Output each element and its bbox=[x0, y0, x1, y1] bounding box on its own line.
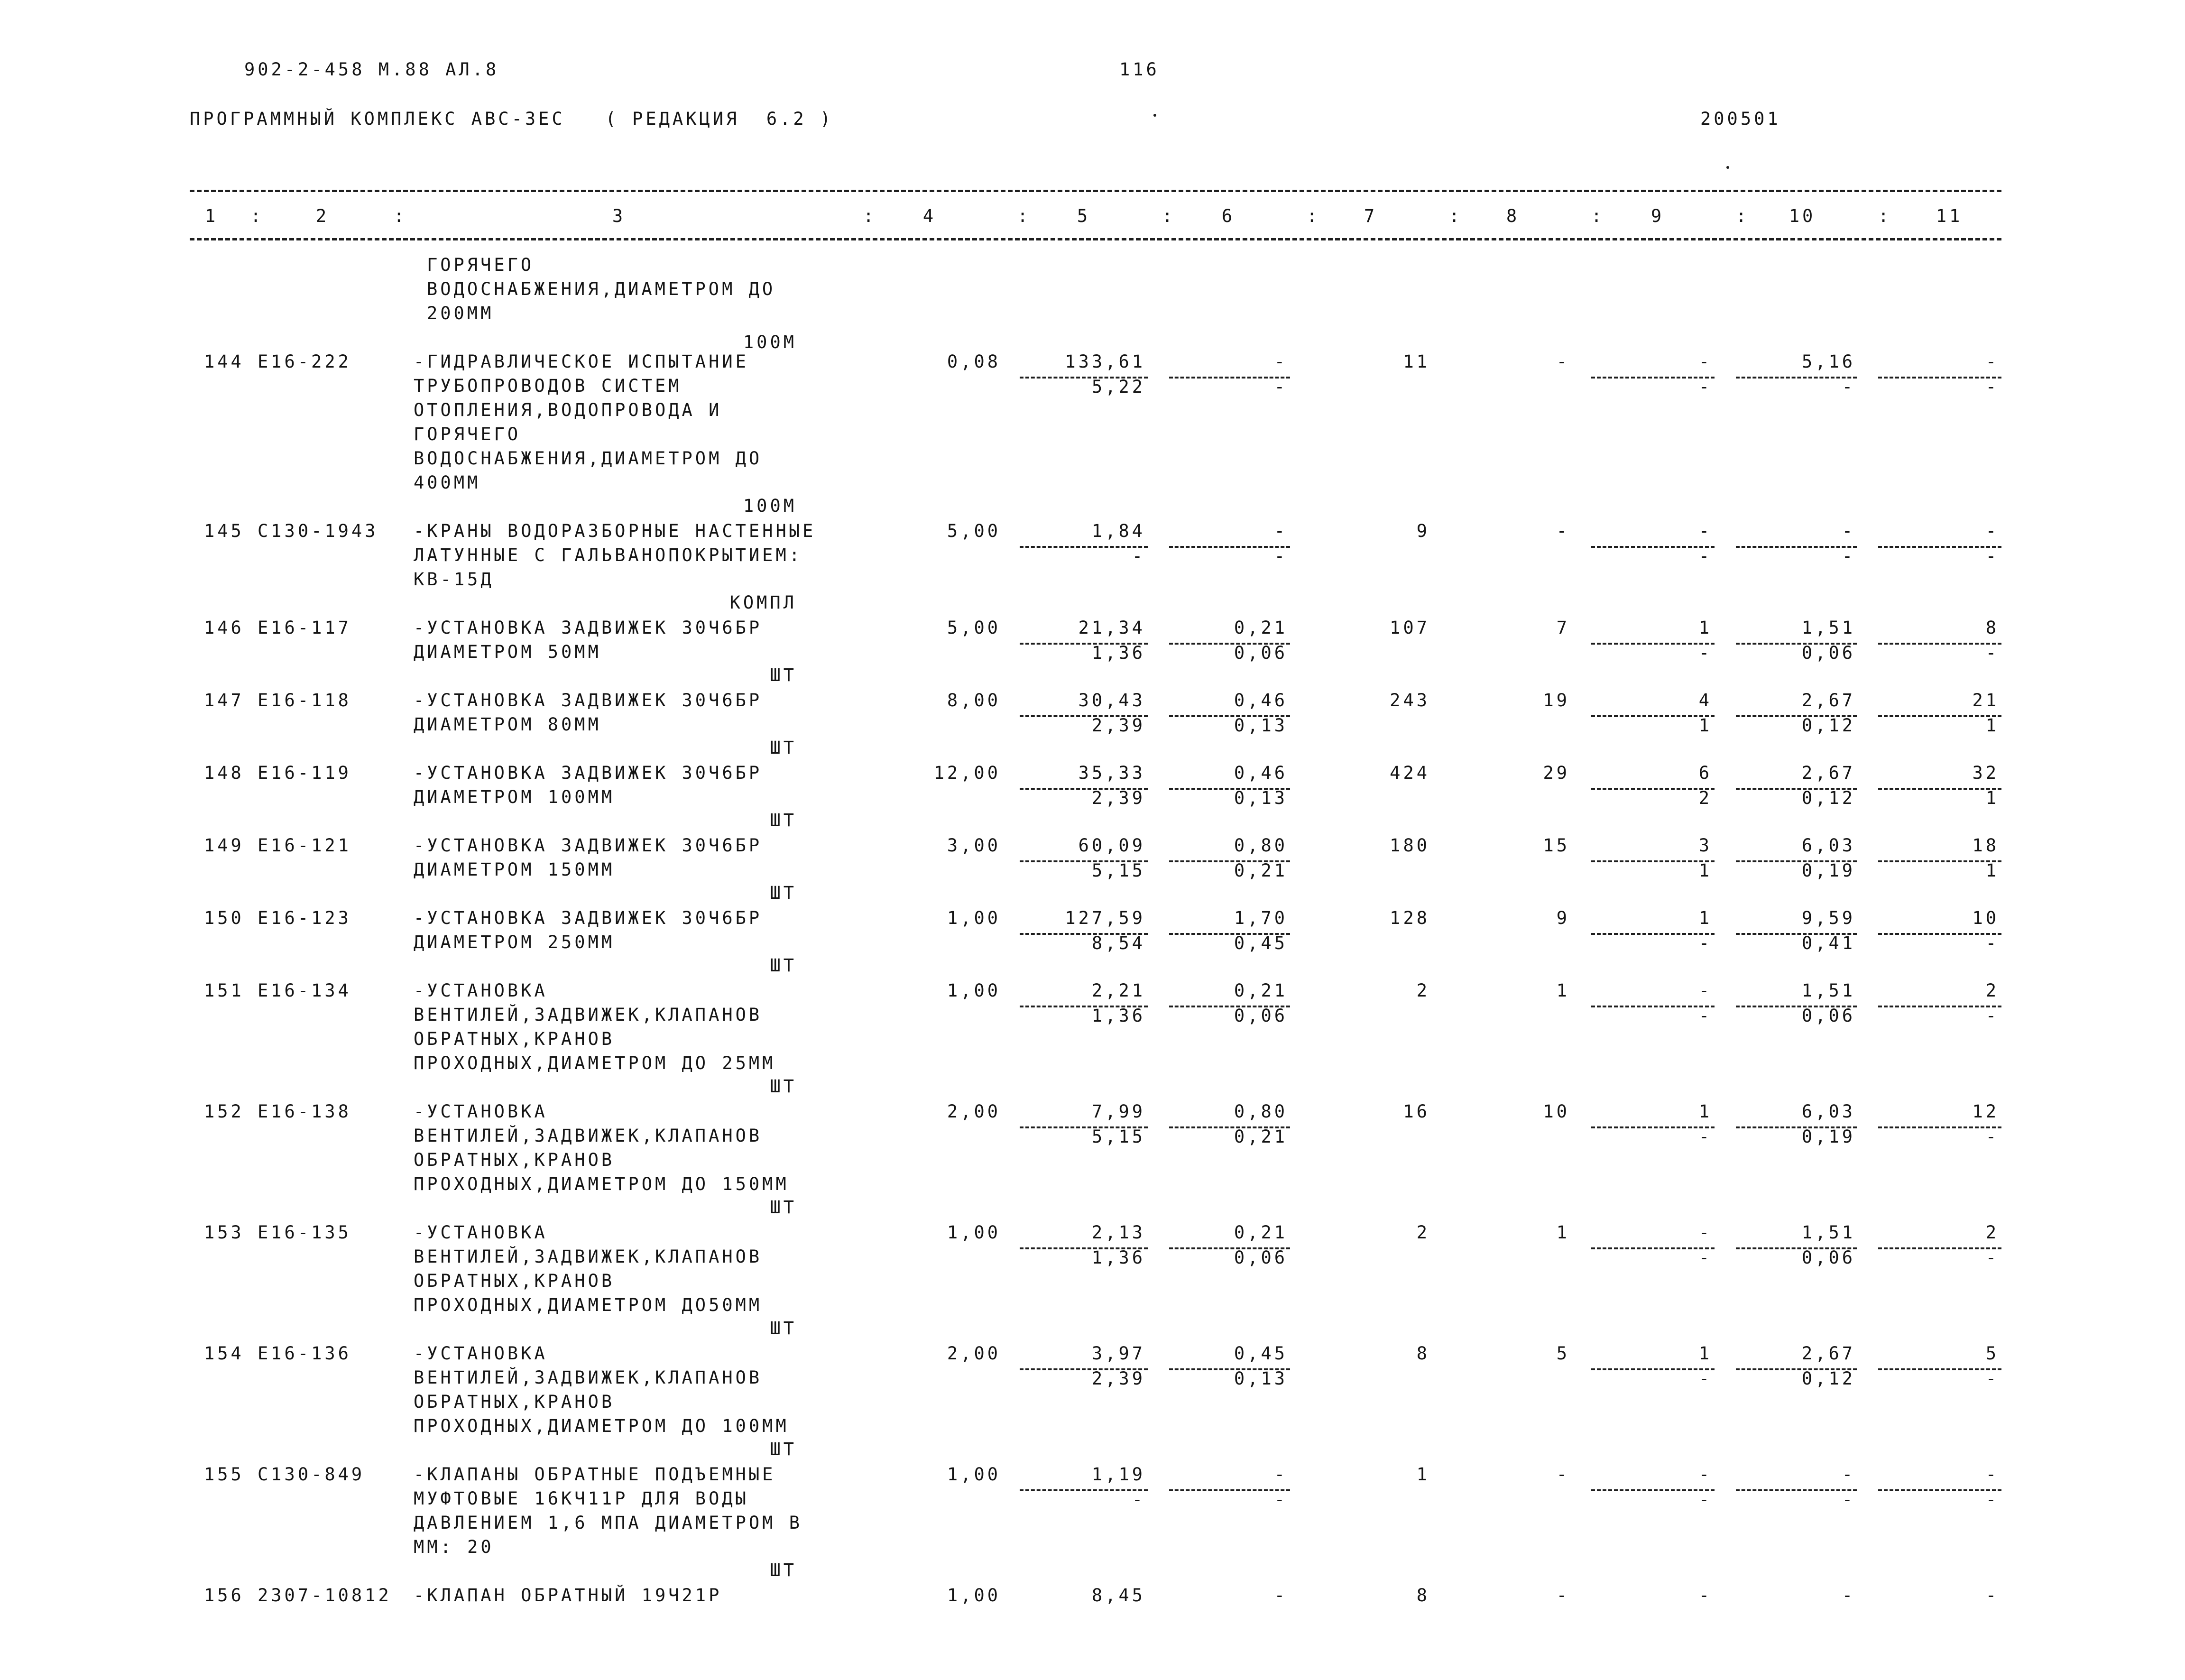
unit-of-measure: 100М bbox=[743, 496, 797, 516]
cell-c4: 0,08 bbox=[947, 351, 1001, 372]
description-line: ПРОХОДНЫХ,ДИАМЕТРОМ ДО50ММ bbox=[414, 1295, 763, 1315]
sub-cell-c5: - bbox=[1132, 1489, 1145, 1510]
sub-cell-c9: - bbox=[1698, 1006, 1712, 1026]
cell-c11: 21 bbox=[1972, 690, 1999, 711]
cell-c11: 10 bbox=[1972, 908, 1999, 928]
column-header-1: 1 bbox=[204, 206, 219, 226]
cell-c6: - bbox=[1274, 1464, 1288, 1485]
sub-cell-c9: 2 bbox=[1698, 788, 1712, 808]
cell-c8: 19 bbox=[1543, 690, 1570, 711]
cell-c6: 0,80 bbox=[1234, 1101, 1288, 1122]
sub-cell-c10: 0,12 bbox=[1801, 715, 1855, 736]
cell-c10: 2,67 bbox=[1801, 763, 1855, 783]
cell-c9: 3 bbox=[1698, 835, 1712, 856]
sub-cell-c5: 2,39 bbox=[1091, 1368, 1145, 1389]
unit-of-measure: ШТ bbox=[770, 738, 797, 758]
column-separator: : bbox=[1017, 206, 1031, 226]
description-line: ДИАМЕТРОМ 250ММ bbox=[414, 932, 615, 952]
column-separator: : bbox=[1307, 206, 1320, 226]
sub-cell-c6: - bbox=[1274, 377, 1288, 397]
sub-cell-c10: - bbox=[1842, 377, 1855, 397]
cell-c8: 7 bbox=[1556, 618, 1570, 638]
unit-of-measure: ШТ bbox=[770, 883, 797, 903]
cell-c5: 2,21 bbox=[1091, 980, 1145, 1001]
row-number: 148 bbox=[204, 763, 244, 783]
cell-c9: - bbox=[1698, 351, 1712, 372]
lead-description-line: ГОРЯЧЕГО bbox=[427, 255, 535, 275]
cell-c11: 32 bbox=[1972, 763, 1999, 783]
cell-c6: - bbox=[1274, 351, 1288, 372]
cell-c8: - bbox=[1556, 1585, 1570, 1606]
column-separator: : bbox=[863, 206, 877, 226]
sub-cell-c5: 1,36 bbox=[1091, 1006, 1145, 1026]
row-number: 149 bbox=[204, 835, 244, 856]
description-line: ОБРАТНЫХ,КРАНОВ bbox=[414, 1150, 615, 1170]
sub-cell-c9: - bbox=[1698, 933, 1712, 953]
cell-c7: 16 bbox=[1403, 1101, 1430, 1122]
sub-cell-c10: 0,41 bbox=[1801, 933, 1855, 953]
sub-cell-c10: - bbox=[1842, 1489, 1855, 1510]
cell-c4: 2,00 bbox=[947, 1101, 1001, 1122]
row-number: 156 bbox=[204, 1585, 244, 1606]
cell-c5: 127,59 bbox=[1065, 908, 1145, 928]
cell-c9: 1 bbox=[1698, 1101, 1712, 1122]
description-line: -УСТАНОВКА bbox=[414, 980, 548, 1001]
row-number: 153 bbox=[204, 1222, 244, 1243]
cell-c6: 0,21 bbox=[1234, 980, 1288, 1001]
cell-c5: 35,33 bbox=[1078, 763, 1145, 783]
column-separator: : bbox=[1449, 206, 1463, 226]
cell-c7: 9 bbox=[1416, 521, 1430, 541]
item-code: Е16-136 bbox=[258, 1343, 351, 1364]
cell-c5: 1,19 bbox=[1091, 1464, 1145, 1485]
description-line: ПРОХОДНЫХ,ДИАМЕТРОМ ДО 25ММ bbox=[414, 1053, 776, 1073]
cell-c6: 0,80 bbox=[1234, 835, 1288, 856]
report-code: 200501 bbox=[1700, 109, 1781, 129]
sub-cell-c10: 0,12 bbox=[1801, 1368, 1855, 1389]
description-line: -УСТАНОВКА ЗАДВИЖЕК 30Ч6БР bbox=[414, 763, 763, 783]
cell-c6: - bbox=[1274, 521, 1288, 541]
cell-c5: 7,99 bbox=[1091, 1101, 1145, 1122]
lead-unit: 100М bbox=[743, 332, 797, 352]
sub-cell-c6: 0,13 bbox=[1234, 715, 1288, 736]
row-number: 154 bbox=[204, 1343, 244, 1364]
sub-cell-c11: 1 bbox=[1985, 715, 1999, 736]
cell-c4: 1,00 bbox=[947, 1585, 1001, 1606]
column-header-5: 5 bbox=[1077, 206, 1091, 226]
cell-c9: - bbox=[1698, 1464, 1712, 1485]
unit-of-measure: ШТ bbox=[770, 955, 797, 976]
cell-c9: 1 bbox=[1698, 1343, 1712, 1364]
column-header-11: 11 bbox=[1936, 206, 1963, 226]
sub-cell-c10: 0,12 bbox=[1801, 788, 1855, 808]
sub-cell-c5: 5,15 bbox=[1091, 1126, 1145, 1147]
description-line: -ГИДРАВЛИЧЕСКОЕ ИСПЫТАНИЕ bbox=[414, 351, 749, 372]
sub-cell-c6: - bbox=[1274, 546, 1288, 566]
sub-cell-c11: - bbox=[1985, 1368, 1999, 1389]
unit-of-measure: ШТ bbox=[770, 1076, 797, 1097]
description-line: ДИАМЕТРОМ 100ММ bbox=[414, 787, 615, 807]
header-bottom-rule bbox=[190, 238, 2001, 240]
row-number: 147 bbox=[204, 690, 244, 711]
cell-c7: 1 bbox=[1416, 1464, 1430, 1485]
cell-c4: 1,00 bbox=[947, 1222, 1001, 1243]
sub-cell-c5: 5,22 bbox=[1091, 377, 1145, 397]
sub-cell-c5: - bbox=[1132, 546, 1145, 566]
column-header-6: 6 bbox=[1221, 206, 1235, 226]
column-header-9: 9 bbox=[1650, 206, 1665, 226]
sub-cell-c9: 1 bbox=[1698, 715, 1712, 736]
sub-cell-c9: - bbox=[1698, 643, 1712, 663]
unit-of-measure: ШТ bbox=[770, 1560, 797, 1580]
description-line: ОБРАТНЫХ,КРАНОВ bbox=[414, 1392, 615, 1412]
cell-c4: 3,00 bbox=[947, 835, 1001, 856]
sub-cell-c5: 1,36 bbox=[1091, 643, 1145, 663]
sub-cell-c9: - bbox=[1698, 1247, 1712, 1268]
cell-c10: - bbox=[1842, 1585, 1855, 1606]
description-line: ММ: 20 bbox=[414, 1537, 494, 1557]
cell-c8: 29 bbox=[1543, 763, 1570, 783]
description-line: ОБРАТНЫХ,КРАНОВ bbox=[414, 1029, 615, 1049]
cell-c7: 180 bbox=[1390, 835, 1430, 856]
column-separator: : bbox=[1591, 206, 1605, 226]
description-line: ТРУБОПРОВОДОВ СИСТЕМ bbox=[414, 376, 682, 396]
cell-c5: 133,61 bbox=[1065, 351, 1145, 372]
description-line: КВ-15Д bbox=[414, 569, 494, 590]
unit-of-measure: ШТ bbox=[770, 1439, 797, 1459]
lead-description-line: ВОДОСНАБЖЕНИЯ,ДИАМЕТРОМ ДО bbox=[427, 279, 776, 299]
cell-c11: 5 bbox=[1985, 1343, 1999, 1364]
cell-c10: 5,16 bbox=[1801, 351, 1855, 372]
cell-c9: 4 bbox=[1698, 690, 1712, 711]
cell-c7: 243 bbox=[1390, 690, 1430, 711]
sub-cell-c11: 1 bbox=[1985, 860, 1999, 881]
cell-c8: 9 bbox=[1556, 908, 1570, 928]
description-line: ВЕНТИЛЕЙ,ЗАДВИЖЕК,КЛАПАНОВ bbox=[414, 1126, 763, 1146]
header-top-rule bbox=[190, 190, 2001, 192]
cell-c10: - bbox=[1842, 1464, 1855, 1485]
description-line: -УСТАНОВКА ЗАДВИЖЕК 30Ч6БР bbox=[414, 690, 763, 711]
page-number: 116 bbox=[1119, 59, 1160, 80]
cell-c11: - bbox=[1985, 1585, 1999, 1606]
cell-c9: - bbox=[1698, 980, 1712, 1001]
description-line: -УСТАНОВКА bbox=[414, 1101, 548, 1122]
cell-c9: - bbox=[1698, 1222, 1712, 1243]
cell-c5: 21,34 bbox=[1078, 618, 1145, 638]
description-line: ПРОХОДНЫХ,ДИАМЕТРОМ ДО 100ММ bbox=[414, 1416, 789, 1436]
description-line: -КЛАПАНЫ ОБРАТНЫЕ ПОДЪЕМНЫЕ bbox=[414, 1464, 776, 1485]
sub-cell-c11: - bbox=[1985, 933, 1999, 953]
sub-cell-c11: 1 bbox=[1985, 788, 1999, 808]
column-header-10: 10 bbox=[1789, 206, 1816, 226]
sub-cell-c6: 0,13 bbox=[1234, 1368, 1288, 1389]
cell-c9: - bbox=[1698, 521, 1712, 541]
sub-cell-c10: 0,19 bbox=[1801, 1126, 1855, 1147]
cell-c8: 1 bbox=[1556, 1222, 1570, 1243]
cell-c10: 2,67 bbox=[1801, 690, 1855, 711]
item-code: Е16-134 bbox=[258, 980, 351, 1001]
sub-cell-c9: - bbox=[1698, 1489, 1712, 1510]
column-header-3: 3 bbox=[612, 206, 626, 226]
cell-c7: 11 bbox=[1403, 351, 1430, 372]
column-separator: : bbox=[1162, 206, 1176, 226]
cell-c11: - bbox=[1985, 521, 1999, 541]
unit-of-measure: ШТ bbox=[770, 665, 797, 685]
cell-c4: 5,00 bbox=[947, 521, 1001, 541]
item-code: С130-1943 bbox=[258, 521, 378, 541]
item-code: Е16-135 bbox=[258, 1222, 351, 1243]
description-line: ВОДОСНАБЖЕНИЯ,ДИАМЕТРОМ ДО bbox=[414, 448, 763, 469]
sub-cell-c5: 8,54 bbox=[1091, 933, 1145, 953]
sub-cell-c9: - bbox=[1698, 546, 1712, 566]
cell-c11: 12 bbox=[1972, 1101, 1999, 1122]
sub-cell-c6: 0,06 bbox=[1234, 1006, 1288, 1026]
cell-c4: 8,00 bbox=[947, 690, 1001, 711]
cell-c10: 1,51 bbox=[1801, 1222, 1855, 1243]
cell-c4: 5,00 bbox=[947, 618, 1001, 638]
item-code: 2307-10812 bbox=[258, 1585, 392, 1606]
cell-c8: - bbox=[1556, 1464, 1570, 1485]
lead-description-line: 200ММ bbox=[427, 303, 494, 323]
cell-c8: - bbox=[1556, 521, 1570, 541]
cell-c8: 15 bbox=[1543, 835, 1570, 856]
sub-cell-c6: - bbox=[1274, 1489, 1288, 1510]
description-line: -УСТАНОВКА bbox=[414, 1343, 548, 1364]
program-title: ПРОГРАММНЫЙ КОМПЛЕКС АВС-3ЕС ( РЕДАКЦИЯ 6.2 ) bbox=[190, 109, 834, 129]
cell-c4: 2,00 bbox=[947, 1343, 1001, 1364]
sub-cell-c11: - bbox=[1985, 1489, 1999, 1510]
cell-c6: 1,70 bbox=[1234, 908, 1288, 928]
item-code: Е16-123 bbox=[258, 908, 351, 928]
description-line: МУФТОВЫЕ 16КЧ11Р ДЛЯ ВОДЫ bbox=[414, 1488, 749, 1509]
sub-cell-c5: 2,39 bbox=[1091, 715, 1145, 736]
item-code: Е16-121 bbox=[258, 835, 351, 856]
cell-c9: 1 bbox=[1698, 908, 1712, 928]
sub-cell-c10: 0,06 bbox=[1801, 1006, 1855, 1026]
sub-cell-c5: 2,39 bbox=[1091, 788, 1145, 808]
description-line: -КЛАПАН ОБРАТНЫЙ 19Ч21Р bbox=[414, 1585, 722, 1606]
cell-c10: 1,51 bbox=[1801, 980, 1855, 1001]
description-line: ПРОХОДНЫХ,ДИАМЕТРОМ ДО 150ММ bbox=[414, 1174, 789, 1194]
cell-c6: 0,21 bbox=[1234, 618, 1288, 638]
cell-c5: 8,45 bbox=[1091, 1585, 1145, 1606]
cell-c9: 1 bbox=[1698, 618, 1712, 638]
cell-c7: 107 bbox=[1390, 618, 1430, 638]
cell-c7: 2 bbox=[1416, 1222, 1430, 1243]
sub-cell-c10: 0,06 bbox=[1801, 643, 1855, 663]
cell-c10: 9,59 bbox=[1801, 908, 1855, 928]
sub-cell-c11: - bbox=[1985, 643, 1999, 663]
unit-of-measure: ШТ bbox=[770, 1318, 797, 1338]
cell-c4: 12,00 bbox=[933, 763, 1001, 783]
cell-c5: 30,43 bbox=[1078, 690, 1145, 711]
cell-c4: 1,00 bbox=[947, 980, 1001, 1001]
cell-c5: 3,97 bbox=[1091, 1343, 1145, 1364]
description-line: ДИАМЕТРОМ 80ММ bbox=[414, 714, 601, 735]
row-number: 144 bbox=[204, 351, 244, 372]
column-header-7: 7 bbox=[1364, 206, 1378, 226]
cell-c8: - bbox=[1556, 351, 1570, 372]
cell-c8: 5 bbox=[1556, 1343, 1570, 1364]
column-separator: : bbox=[1736, 206, 1750, 226]
sub-cell-c11: - bbox=[1985, 377, 1999, 397]
column-header-4: 4 bbox=[922, 206, 937, 226]
description-line: ГОРЯЧЕГО bbox=[414, 424, 521, 444]
description-line: ЛАТУННЫЕ С ГАЛЬВАНОПОКРЫТИЕМ: bbox=[414, 545, 803, 565]
description-line: ВЕНТИЛЕЙ,ЗАДВИЖЕК,КЛАПАНОВ bbox=[414, 1005, 763, 1025]
cell-c5: 60,09 bbox=[1078, 835, 1145, 856]
cell-c5: 1,84 bbox=[1091, 521, 1145, 541]
cell-c10: 1,51 bbox=[1801, 618, 1855, 638]
cell-c4: 1,00 bbox=[947, 908, 1001, 928]
column-header-8: 8 bbox=[1506, 206, 1520, 226]
cell-c6: 0,46 bbox=[1234, 690, 1288, 711]
item-code: Е16-118 bbox=[258, 690, 351, 711]
sub-cell-c11: - bbox=[1985, 1247, 1999, 1268]
cell-c11: - bbox=[1985, 351, 1999, 372]
cell-c7: 128 bbox=[1390, 908, 1430, 928]
row-number: 155 bbox=[204, 1464, 244, 1485]
sub-cell-c5: 5,15 bbox=[1091, 860, 1145, 881]
sub-cell-c6: 0,06 bbox=[1234, 1247, 1288, 1268]
cell-c11: 18 bbox=[1972, 835, 1999, 856]
description-line: -КРАНЫ ВОДОРАЗБОРНЫЕ НАСТЕННЫЕ bbox=[414, 521, 816, 541]
cell-c10: - bbox=[1842, 521, 1855, 541]
cell-c11: 8 bbox=[1985, 618, 1999, 638]
cell-c10: 6,03 bbox=[1801, 1101, 1855, 1122]
sub-cell-c6: 0,21 bbox=[1234, 1126, 1288, 1147]
description-line: ВЕНТИЛЕЙ,ЗАДВИЖЕК,КЛАПАНОВ bbox=[414, 1367, 763, 1388]
unit-of-measure: ШТ bbox=[770, 1197, 797, 1218]
item-code: С130-849 bbox=[258, 1464, 365, 1485]
cell-c11: 2 bbox=[1985, 980, 1999, 1001]
description-line: -УСТАНОВКА bbox=[414, 1222, 548, 1243]
sub-cell-c6: 0,21 bbox=[1234, 860, 1288, 881]
cell-c9: - bbox=[1698, 1585, 1712, 1606]
description-line: ДИАМЕТРОМ 150ММ bbox=[414, 859, 615, 880]
sub-cell-c6: 0,06 bbox=[1234, 643, 1288, 663]
unit-of-measure: КОМПЛ bbox=[729, 592, 797, 613]
sub-cell-c9: 1 bbox=[1698, 860, 1712, 881]
description-line: -УСТАНОВКА ЗАДВИЖЕК 30Ч6БР bbox=[414, 835, 763, 856]
cell-c8: 10 bbox=[1543, 1101, 1570, 1122]
cell-c11: - bbox=[1985, 1464, 1999, 1485]
description-line: ОБРАТНЫХ,КРАНОВ bbox=[414, 1271, 615, 1291]
sub-cell-c11: - bbox=[1985, 1126, 1999, 1147]
sub-cell-c10: - bbox=[1842, 546, 1855, 566]
item-code: Е16-138 bbox=[258, 1101, 351, 1122]
cell-c10: 6,03 bbox=[1801, 835, 1855, 856]
sub-cell-c9: - bbox=[1698, 1368, 1712, 1389]
unit-of-measure: ШТ bbox=[770, 810, 797, 831]
sub-cell-c11: - bbox=[1985, 1006, 1999, 1026]
sub-cell-c9: - bbox=[1698, 1126, 1712, 1147]
cell-c7: 8 bbox=[1416, 1585, 1430, 1606]
item-code: Е16-119 bbox=[258, 763, 351, 783]
row-number: 146 bbox=[204, 618, 244, 638]
cell-c6: 0,46 bbox=[1234, 763, 1288, 783]
row-number: 151 bbox=[204, 980, 244, 1001]
sub-cell-c6: 0,13 bbox=[1234, 788, 1288, 808]
sub-cell-c10: 0,06 bbox=[1801, 1247, 1855, 1268]
row-number: 150 bbox=[204, 908, 244, 928]
description-line: ВЕНТИЛЕЙ,ЗАДВИЖЕК,КЛАПАНОВ bbox=[414, 1246, 763, 1267]
description-line: 400ММ bbox=[414, 472, 481, 493]
cell-c6: 0,21 bbox=[1234, 1222, 1288, 1243]
cell-c6: - bbox=[1274, 1585, 1288, 1606]
description-line: ДИАМЕТРОМ 50ММ bbox=[414, 642, 601, 662]
sub-cell-c9: - bbox=[1698, 377, 1712, 397]
cell-c8: 1 bbox=[1556, 980, 1570, 1001]
sub-cell-c6: 0,45 bbox=[1234, 933, 1288, 953]
speck-mark bbox=[1153, 114, 1156, 117]
cell-c9: 6 bbox=[1698, 763, 1712, 783]
description-line: ОТОПЛЕНИЯ,ВОДОПРОВОДА И bbox=[414, 400, 722, 420]
description-line: ДАВЛЕНИЕМ 1,6 МПА ДИАМЕТРОМ В bbox=[414, 1513, 803, 1533]
speck-mark bbox=[1726, 166, 1729, 169]
description-line: -УСТАНОВКА ЗАДВИЖЕК 30Ч6БР bbox=[414, 618, 763, 638]
sub-cell-c10: 0,19 bbox=[1801, 860, 1855, 881]
cell-c6: 0,45 bbox=[1234, 1343, 1288, 1364]
cell-c7: 2 bbox=[1416, 980, 1430, 1001]
row-number: 152 bbox=[204, 1101, 244, 1122]
column-header-2: 2 bbox=[315, 206, 330, 226]
cell-c11: 2 bbox=[1985, 1222, 1999, 1243]
document-code: 902-2-458 М.88 АЛ.8 bbox=[244, 59, 499, 80]
sub-cell-c5: 1,36 bbox=[1091, 1247, 1145, 1268]
cell-c5: 2,13 bbox=[1091, 1222, 1145, 1243]
row-number: 145 bbox=[204, 521, 244, 541]
item-code: Е16-117 bbox=[258, 618, 351, 638]
item-code: Е16-222 bbox=[258, 351, 351, 372]
sub-cell-c11: - bbox=[1985, 546, 1999, 566]
column-separator: : bbox=[250, 206, 264, 226]
cell-c7: 8 bbox=[1416, 1343, 1430, 1364]
column-separator: : bbox=[1878, 206, 1892, 226]
description-line: -УСТАНОВКА ЗАДВИЖЕК 30Ч6БР bbox=[414, 908, 763, 928]
cell-c4: 1,00 bbox=[947, 1464, 1001, 1485]
column-separator: : bbox=[394, 206, 407, 226]
cell-c7: 424 bbox=[1390, 763, 1430, 783]
cell-c10: 2,67 bbox=[1801, 1343, 1855, 1364]
